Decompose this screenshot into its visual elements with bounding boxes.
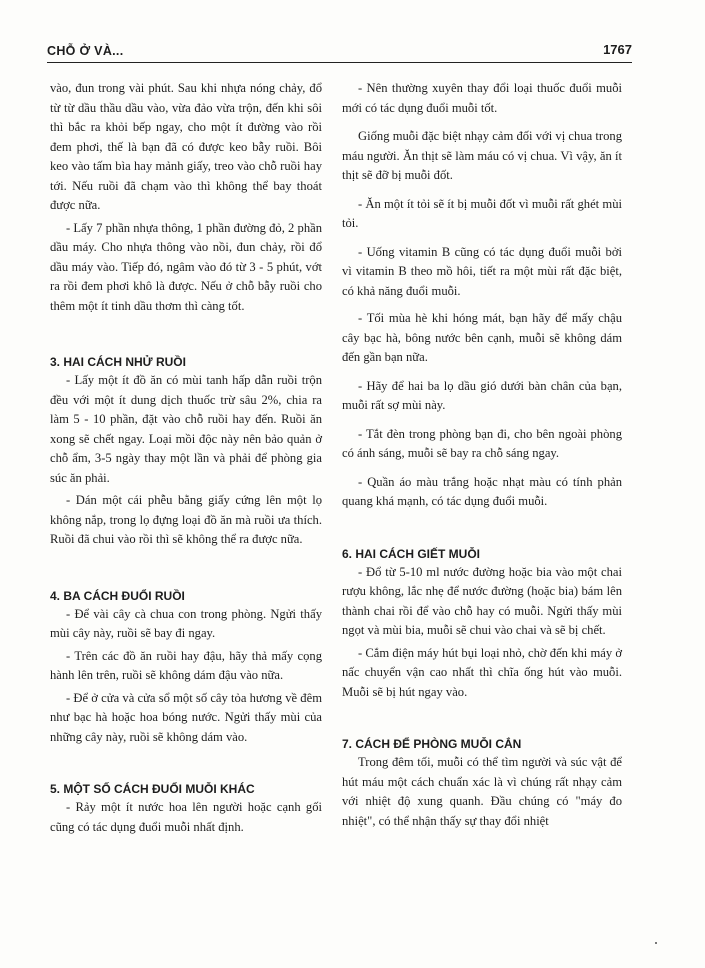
paragraph: - Đổ từ 5-10 ml nước đường hoặc bia vào một chai rượu không, lắc nhẹ để nước đường (hoặc bia) bám lên thành chai rồi để vào chỗ hay có muỗi. Ngửi thấy mùi ngọt và mùi bia, muỗi sẽ chui vào chai và sẽ bị chết. <box>342 564 622 637</box>
section-heading: 6. HAI CÁCH GIẾT MUỖI <box>342 546 481 561</box>
section-heading: 7. CÁCH ĐỂ PHÒNG MUỖI CẮN <box>342 737 522 751</box>
right-column <box>342 79 622 831</box>
paragraph: vào, đun trong vài phút. Sau khi nhựa nóng chảy, đổ từ từ dầu thầu dầu vào, vừa đảo vừa trộn, đến khi sôi thì bắc ra khỏi bếp ngay, cho một ít đường vào rồi đem phơi, thế là bạn đã có được keo bẫy ruồi. Bôi keo vào tấm bìa hay mảnh giấy, treo vào chỗ ruồi hay tới. Nếu ruồi đã chạm vào thì không thể bay thoát được nữa. <box>50 81 322 212</box>
section-heading: 5. MỘT SỐ CÁCH ĐUỔI MUỖI KHÁC <box>50 782 255 796</box>
paragraph: - Để ở cửa và cửa sổ một số cây tỏa hương về đêm như bạc hà hoặc hoa bóng nước. Ngửi thấy mùi của những cây này, ruồi sẽ không dám vào. <box>50 690 322 744</box>
paragraph: - Tắt đèn trong phòng bạn đi, cho bên ngoài phòng có ánh sáng, muỗi sẽ bay ra chỗ sáng ngay. <box>342 426 622 460</box>
chapter-title: CHỖ Ở VÀ... <box>47 44 124 58</box>
paragraph: - Uống vitamin B cũng có tác dụng đuổi muỗi bởi vì vitamin B theo mồ hôi, tiết ra một mùi rất đặc biệt, có khả năng đuổi muỗi. <box>342 244 622 298</box>
page-header <box>47 38 632 63</box>
scan-speck <box>655 942 657 944</box>
paragraph: - Hãy để hai ba lọ dầu gió dưới bàn chân của bạn, muỗi rất sợ mùi này. <box>342 378 622 412</box>
paragraph: - Quần áo màu trắng hoặc nhạt màu có tính phản quang khá mạnh, có tác dụng đuổi muỗi. <box>342 474 622 508</box>
paragraph: - Lấy một ít đồ ăn có mùi tanh hấp dẫn ruồi trộn đều với một ít dung dịch thuốc trừ sâu 2%, chia ra làm 5 - 10 phần, đặt vào chỗ ruồi hay đến. Ruồi ăn xong sẽ chết ngay. Loại mồi độc này nên bảo quản ở chỗ ẩm, 3-5 ngày thay một lần và phải để phòng gia súc ăn phải. <box>50 373 322 485</box>
paragraph: - Rảy một ít nước hoa lên người hoặc cạnh gối cũng có tác dụng đuổi muỗi nhất định. <box>50 800 322 834</box>
paragraph: - Cắm điện máy hút bụi loại nhỏ, chờ đến khi máy ở nấc chuyển vận cao nhất thì chĩa ống hút vào muỗi. Muỗi sẽ bị hút ngay vào. <box>342 645 622 699</box>
paragraph: - Để vài cây cà chua con trong phòng. Ngửi thấy mùi cây này, ruồi sẽ bay đi ngay. <box>50 606 322 640</box>
paragraph: - Trên các đồ ăn ruồi hay đậu, hãy thả mấy cọng hành lên trên, ruồi sẽ không dám đậu vào nữa. <box>50 648 322 682</box>
page-number: 1767 <box>603 42 632 57</box>
paragraph: - Tối mùa hè khi hóng mát, bạn hãy để mấy chậu cây bạc hà, bông nước bên cạnh, muỗi sẽ không dám đến gần bạn nữa. <box>342 311 622 364</box>
paragraph: Trong đêm tối, muỗi có thể tìm người và súc vật để hút máu một cách chuẩn xác là vì chúng rất nhạy cảm với nhiệt độ xung quanh. Đầu chúng có "máy đo nhiệt", có thể nhận thấy sự thay đổi nhiệt <box>342 755 622 828</box>
paragraph: - Nên thường xuyên thay đổi loại thuốc đuổi muỗi mới có tác dụng đuổi muỗi tốt. <box>342 81 622 115</box>
section-heading: 4. BA CÁCH ĐUỔI RUỒI <box>50 588 185 603</box>
left-column <box>50 79 322 837</box>
paragraph: - Lấy 7 phần nhựa thông, 1 phần đường đỏ, 2 phần dầu máy. Cho nhựa thông vào nồi, đun chảy, rồi đổ dầu máy vào. Tiếp đó, ngâm vào đó từ 3 - 5 phút, vớt ra rồi đem phơi khô là được. Nếu ở chỗ bẫy ruồi cho thêm một ít tinh dầu thơm thì càng tốt. <box>50 220 322 313</box>
section-heading: 3. HAI CÁCH NHỬ RUỒI <box>50 355 186 369</box>
paragraph: - Dán một cái phễu bằng giấy cứng lên một lọ không nắp, trong lọ đựng loại đồ ăn mà ruồi ưa thích. Ruồi đã chui vào rồi thì sẽ không thể ra được nữa. <box>50 493 322 546</box>
paragraph: - Ăn một ít tỏi sẽ ít bị muỗi đốt vì muỗi rất ghét mùi tỏi. <box>342 196 622 230</box>
paragraph: Giống muỗi đặc biệt nhạy cảm đối với vị chua trong máu người. Ăn thịt sẽ làm máu có vị chua. Vì vậy, ăn ít thịt sẽ đỡ bị muỗi đốt. <box>342 129 622 182</box>
